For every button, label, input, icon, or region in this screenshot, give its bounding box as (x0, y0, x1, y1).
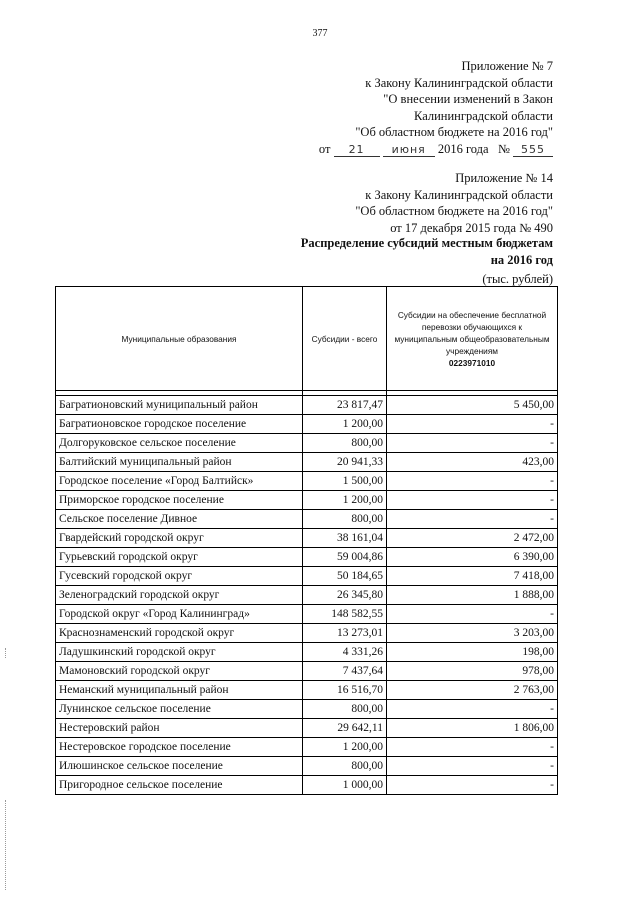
municipality-cell: Сельское поселение Дивное (56, 510, 303, 529)
appendix-14-line: "Об областном бюджете на 2016 год" (355, 204, 553, 218)
decree-month-handwritten: июня (383, 144, 435, 157)
municipality-cell: Приморское городское поселение (56, 491, 303, 510)
total-cell: 26 345,80 (303, 586, 387, 605)
transport-cell: - (387, 605, 558, 624)
units-label: (тыс. рублей) (482, 272, 553, 286)
transport-cell: - (387, 700, 558, 719)
column-header-transport-label: Субсидии на обеспечение бесплатной перевозки обучающихся к муниципальным общеобразовательным учреждениям (394, 309, 550, 356)
appendix-7-line: к Закону Калининградской области (365, 75, 553, 90)
appendix-7-line: "Об областном бюджете на 2016 год" (355, 125, 553, 139)
table-row (56, 396, 558, 415)
municipality-cell: Неманский муниципальный район (56, 681, 303, 700)
total-cell: 1 200,00 (303, 491, 387, 510)
table-row (56, 434, 558, 453)
transport-cell: 5 450,00 (387, 396, 558, 415)
total-cell: 1 000,00 (303, 776, 387, 795)
total-cell: 800,00 (303, 510, 387, 529)
municipality-cell: Гусевский городской округ (56, 567, 303, 586)
table-row (56, 510, 558, 529)
municipality-cell: Балтийский муниципальный район (56, 453, 303, 472)
municipality-cell: Городское поселение «Город Балтийск» (56, 472, 303, 491)
table-row (56, 605, 558, 624)
table-row (56, 453, 558, 472)
table-row (56, 738, 558, 757)
municipality-cell: Зеленоградский городской округ (56, 586, 303, 605)
table-body (56, 396, 558, 795)
table-row (56, 681, 558, 700)
table-row (56, 415, 558, 434)
total-cell: 29 642,11 (303, 719, 387, 738)
municipality-cell: Нестеровское городское поселение (56, 738, 303, 757)
transport-cell: 2 763,00 (387, 681, 558, 700)
transport-cell: - (387, 491, 558, 510)
total-cell: 20 941,33 (303, 453, 387, 472)
margin-scan-mark (5, 800, 6, 890)
table-row (56, 776, 558, 795)
municipality-cell: Краснознаменский городской округ (56, 624, 303, 643)
total-cell: 1 500,00 (303, 472, 387, 491)
total-cell: 59 004,86 (303, 548, 387, 567)
total-cell: 148 582,55 (303, 605, 387, 624)
municipality-cell: Долгоруковское сельское поселение (56, 434, 303, 453)
table-row (56, 529, 558, 548)
total-cell: 7 437,64 (303, 662, 387, 681)
decree-number-label: № (497, 141, 510, 156)
total-cell: 13 273,01 (303, 624, 387, 643)
table-row (56, 700, 558, 719)
decree-day-handwritten: 21 (334, 144, 380, 157)
transport-cell: - (387, 415, 558, 434)
total-cell: 800,00 (303, 700, 387, 719)
document-title-line: на 2016 год (490, 252, 553, 267)
decree-year: 2016 года (437, 141, 489, 156)
table-row (56, 719, 558, 738)
decree-line (319, 141, 553, 158)
decree-number-handwritten: 555 (513, 144, 553, 157)
table-row (56, 757, 558, 776)
transport-cell: 1 888,00 (387, 586, 558, 605)
table-row (56, 624, 558, 643)
appendix-7-line: Калининградской области (414, 108, 553, 123)
appendix-14-line: к Закону Калининградской области (365, 187, 553, 202)
column-header-transport-code: 0223971010 (448, 357, 496, 368)
total-cell: 1 200,00 (303, 415, 387, 434)
subsidies-table (55, 286, 558, 795)
transport-cell: 2 472,00 (387, 529, 558, 548)
municipality-cell: Лунинское сельское поселение (56, 700, 303, 719)
municipality-cell: Гурьевский городской округ (56, 548, 303, 567)
table-row (56, 586, 558, 605)
transport-cell: 7 418,00 (387, 567, 558, 586)
municipality-cell: Пригородное сельское поселение (56, 776, 303, 795)
transport-cell: - (387, 757, 558, 776)
municipality-cell: Багратионовский муниципальный район (56, 396, 303, 415)
municipality-cell: Багратионовское городское поселение (56, 415, 303, 434)
appendix-14-line: от 17 декабря 2015 года № 490 (390, 220, 553, 235)
appendix-14-title: Приложение № 14 (455, 171, 553, 185)
total-cell: 800,00 (303, 434, 387, 453)
municipality-cell: Городской округ «Город Калининград» (56, 605, 303, 624)
appendix-14-header (355, 170, 553, 236)
column-header-transport (387, 287, 558, 391)
appendix-7-title: Приложение № 7 (461, 59, 553, 73)
margin-scan-mark (5, 648, 6, 658)
total-cell: 800,00 (303, 757, 387, 776)
table-row (56, 643, 558, 662)
appendix-7-header (319, 58, 553, 157)
table-row (56, 472, 558, 491)
table-row (56, 491, 558, 510)
total-cell: 23 817,47 (303, 396, 387, 415)
document-title (301, 235, 553, 268)
total-cell: 1 200,00 (303, 738, 387, 757)
appendix-7-line: "О внесении изменений в Закон (383, 92, 553, 106)
decree-from-label: от (318, 141, 331, 156)
transport-cell: 198,00 (387, 643, 558, 662)
municipality-cell: Гвардейский городской округ (56, 529, 303, 548)
municipality-cell: Мамоновский городской округ (56, 662, 303, 681)
table-row (56, 662, 558, 681)
total-cell: 4 331,26 (303, 643, 387, 662)
municipality-cell: Ладушкинский городской округ (56, 643, 303, 662)
column-header-total: Субсидии - всего (303, 287, 387, 391)
transport-cell: 6 390,00 (387, 548, 558, 567)
transport-cell: - (387, 738, 558, 757)
transport-cell: 3 203,00 (387, 624, 558, 643)
transport-cell: 1 806,00 (387, 719, 558, 738)
transport-cell: - (387, 776, 558, 795)
total-cell: 50 184,65 (303, 567, 387, 586)
transport-cell: 978,00 (387, 662, 558, 681)
transport-cell: - (387, 434, 558, 453)
column-header-municipality: Муниципальные образования (56, 287, 303, 391)
transport-cell: 423,00 (387, 453, 558, 472)
municipality-cell: Илюшинское сельское поселение (56, 757, 303, 776)
table-header-row (56, 287, 558, 391)
document-title-line: Распределение субсидий местным бюджетам (300, 236, 553, 250)
page-number: 377 (312, 28, 328, 39)
total-cell: 16 516,70 (303, 681, 387, 700)
transport-cell: - (387, 510, 558, 529)
table-row (56, 567, 558, 586)
transport-cell: - (387, 472, 558, 491)
municipality-cell: Нестеровский район (56, 719, 303, 738)
total-cell: 38 161,04 (303, 529, 387, 548)
table-row (56, 548, 558, 567)
